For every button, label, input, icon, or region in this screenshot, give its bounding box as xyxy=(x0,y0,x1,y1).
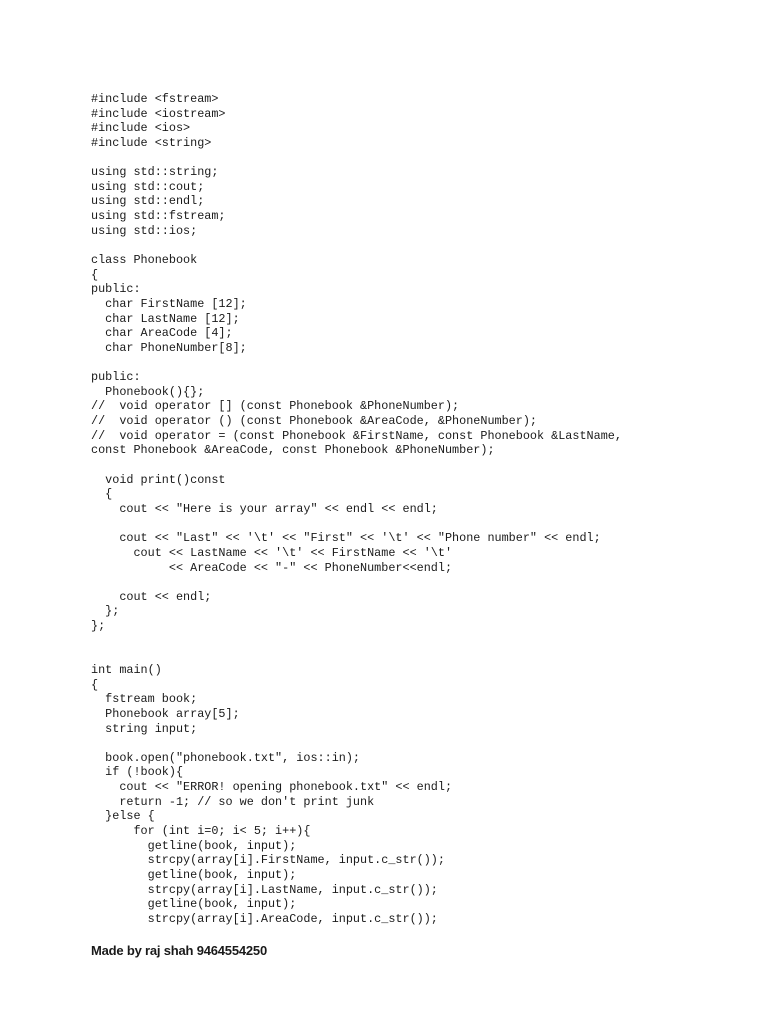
code-line xyxy=(91,575,622,590)
code-line: public: xyxy=(91,370,141,385)
code-line xyxy=(91,736,622,751)
code-line: Phonebook(){}; xyxy=(91,384,205,399)
code-line: strcpy(array[i].AreaCode, input.c_str()); xyxy=(91,911,438,926)
code-line: cout << endl; xyxy=(91,589,212,604)
code-line: char AreaCode [4]; xyxy=(91,326,233,341)
code-line: #include <ios> xyxy=(91,121,191,136)
code-line: using std::string; xyxy=(91,165,219,180)
code-line: for (int i=0; i< 5; i++){ xyxy=(91,824,311,839)
code-line: if (!book){ xyxy=(91,765,184,780)
code-line: { xyxy=(91,267,99,282)
code-line: #include <string> xyxy=(91,135,212,150)
code-line: // void operator () (const Phonebook &AreaCode, &PhoneNumber); xyxy=(91,414,537,429)
code-line: int main() xyxy=(91,662,162,677)
code-line xyxy=(91,238,622,253)
code-line: void print()const xyxy=(91,472,226,487)
code-line: string input; xyxy=(91,721,198,736)
code-line: char PhoneNumber[8]; xyxy=(91,340,247,355)
code-listing xyxy=(91,92,622,927)
code-line: }else { xyxy=(91,809,155,824)
code-line: // void operator [] (const Phonebook &PhoneNumber); xyxy=(91,399,460,414)
code-line: }; xyxy=(91,619,106,634)
code-line: getline(book, input); xyxy=(91,897,297,912)
code-line: strcpy(array[i].LastName, input.c_str()); xyxy=(91,882,438,897)
code-line: const Phonebook &AreaCode, const Phonebook &PhoneNumber); xyxy=(91,443,495,458)
code-line xyxy=(91,356,622,371)
footer-credit: Made by raj shah 9464554250 xyxy=(91,943,267,958)
code-line: getline(book, input); xyxy=(91,838,297,853)
code-line: strcpy(array[i].FirstName, input.c_str()); xyxy=(91,853,445,868)
code-line: << AreaCode << "-" << PhoneNumber<<endl; xyxy=(91,560,453,575)
code-line: #include <fstream> xyxy=(91,92,219,106)
code-line xyxy=(91,151,622,166)
code-line: { xyxy=(91,677,99,692)
code-line: char LastName [12]; xyxy=(91,311,240,326)
code-line: { xyxy=(91,487,113,502)
code-line: cout << "ERROR! opening phonebook.txt" << endl; xyxy=(91,780,453,795)
code-line: class Phonebook xyxy=(91,253,198,268)
code-line: using std::endl; xyxy=(91,194,205,209)
code-line: using std::cout; xyxy=(91,179,205,194)
code-line: getline(book, input); xyxy=(91,867,297,882)
code-line: }; xyxy=(91,604,120,619)
code-line: cout << "Here is your array" << endl << endl; xyxy=(91,501,438,516)
code-line xyxy=(91,458,622,473)
code-line: using std::ios; xyxy=(91,223,198,238)
code-line: fstream book; xyxy=(91,692,198,707)
code-line: char FirstName [12]; xyxy=(91,296,247,311)
code-line: #include <iostream> xyxy=(91,106,226,121)
code-line: cout << LastName << '\t' << FirstName << '\t' xyxy=(91,545,453,560)
code-line: // void operator = (const Phonebook &FirstName, const Phonebook &LastName, xyxy=(91,428,622,443)
code-line: using std::fstream; xyxy=(91,209,226,224)
code-line xyxy=(91,634,622,649)
code-line xyxy=(91,517,622,532)
code-line: book.open("phonebook.txt", ios::in); xyxy=(91,750,361,765)
code-line: return -1; // so we don't print junk xyxy=(91,794,375,809)
code-line xyxy=(91,648,622,663)
code-line: public: xyxy=(91,282,141,297)
code-line: Phonebook array[5]; xyxy=(91,706,240,721)
code-line: cout << "Last" << '\t' << "First" << '\t' << "Phone number" << endl; xyxy=(91,531,601,546)
